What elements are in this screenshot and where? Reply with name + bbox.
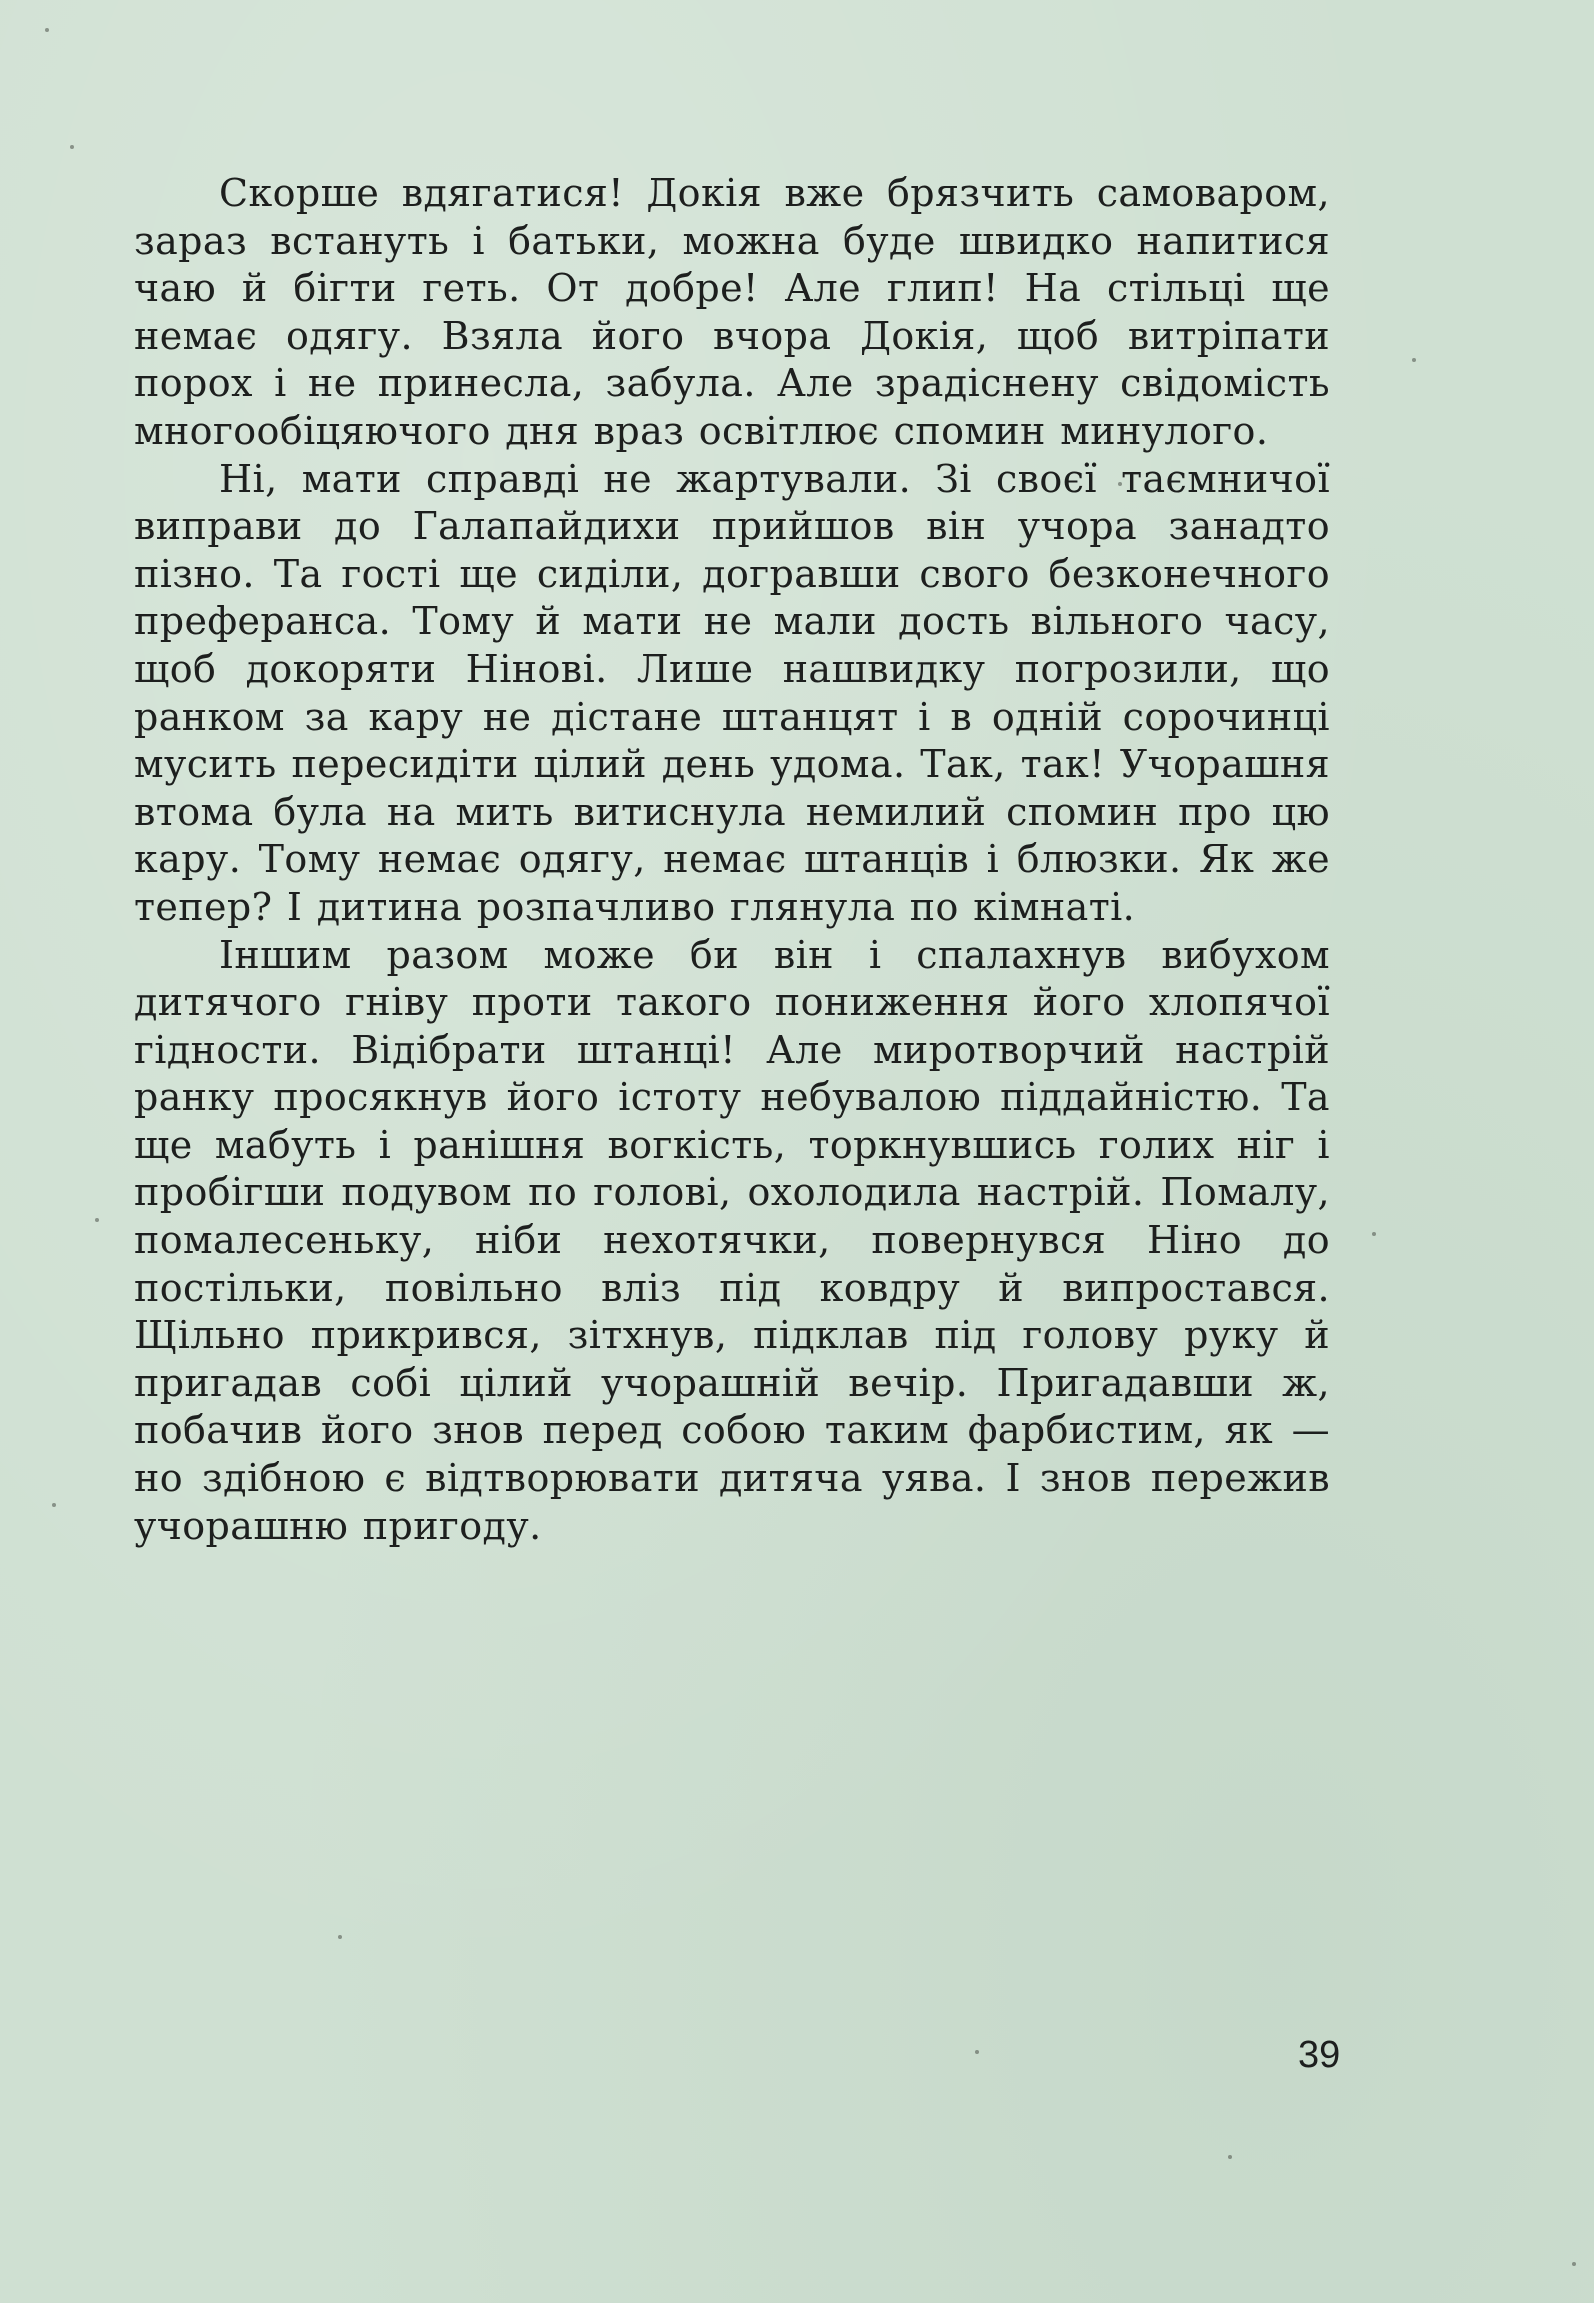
paragraph-2: Ні, мати справді не жартували. Зі своєї таємничої виправи до Галапайдихи прийшов він учора занадто пізно. Та гості ще сиділи, догравши свого безконечного преферанса. Тому й мати не мали дость вільного часу, щоб докоряти Нінові. Лише нашвидку погрозили, що ранком за кару не дістане штанцят і в одній сорочинці мусить пересидіти цілий день удома. Так, так! Учорашня втома була на мить витиснула немилий спомин про цю кару. Тому немає одягу, немає штанців і блюзки. Як же тепер? І дитина розпачливо глянула по кімнаті. [134, 456, 1330, 929]
paragraph-1: Скорше вдягатися! Докія вже брязчить самоваром, зараз встануть і батьки, можна буде швидко напитися чаю й бігти геть. От добре! Але глип! На стільці ще немає одягу. Взяла його вчора Докія, щоб витріпати порох і не принесла, забула. Але зрадіснену свідомість многообіцяючого дня враз освітлює спомин минулого. [134, 171, 1330, 453]
page-number: 39 [1298, 2034, 1341, 2076]
paper-speck [1412, 358, 1416, 362]
paper-speck [975, 2050, 979, 2054]
paragraph-3: Іншим разом може би він і спалахнув вибухом дитячого гніву проти такого пониження його хлопячої гідности. Відібрати штанці! Але миротворчий настрій ранку просякнув його істоту небувалою піддайністю. Та ще мабуть і ранішня вогкість, торкнувшись голих ніг і пробігши подувом по голові, охолодила настрій. Помалу, помалесеньку, ніби нехотячки, повернувся Ніно до постільки, повільно вліз під ковдру й випростався. Щільно прикрився, зітхнув, підклав під голову руку й пригадав собі цілий учорашній вечір. Пригадавши ж, побачив його знов перед собою таким фарбистим, як — но здібною є відтворювати дитяча уява. І знов пережив учорашню пригоду. [134, 932, 1330, 1548]
body-text [134, 170, 1330, 1550]
paper-speck [338, 1935, 342, 1939]
paper-speck [1228, 2155, 1232, 2159]
paper-speck [45, 28, 49, 32]
paper-speck [1572, 2262, 1576, 2266]
paper-speck [95, 1218, 99, 1222]
paper-speck [52, 1503, 56, 1507]
paper-speck [1372, 1232, 1376, 1236]
paper-speck [70, 145, 74, 149]
